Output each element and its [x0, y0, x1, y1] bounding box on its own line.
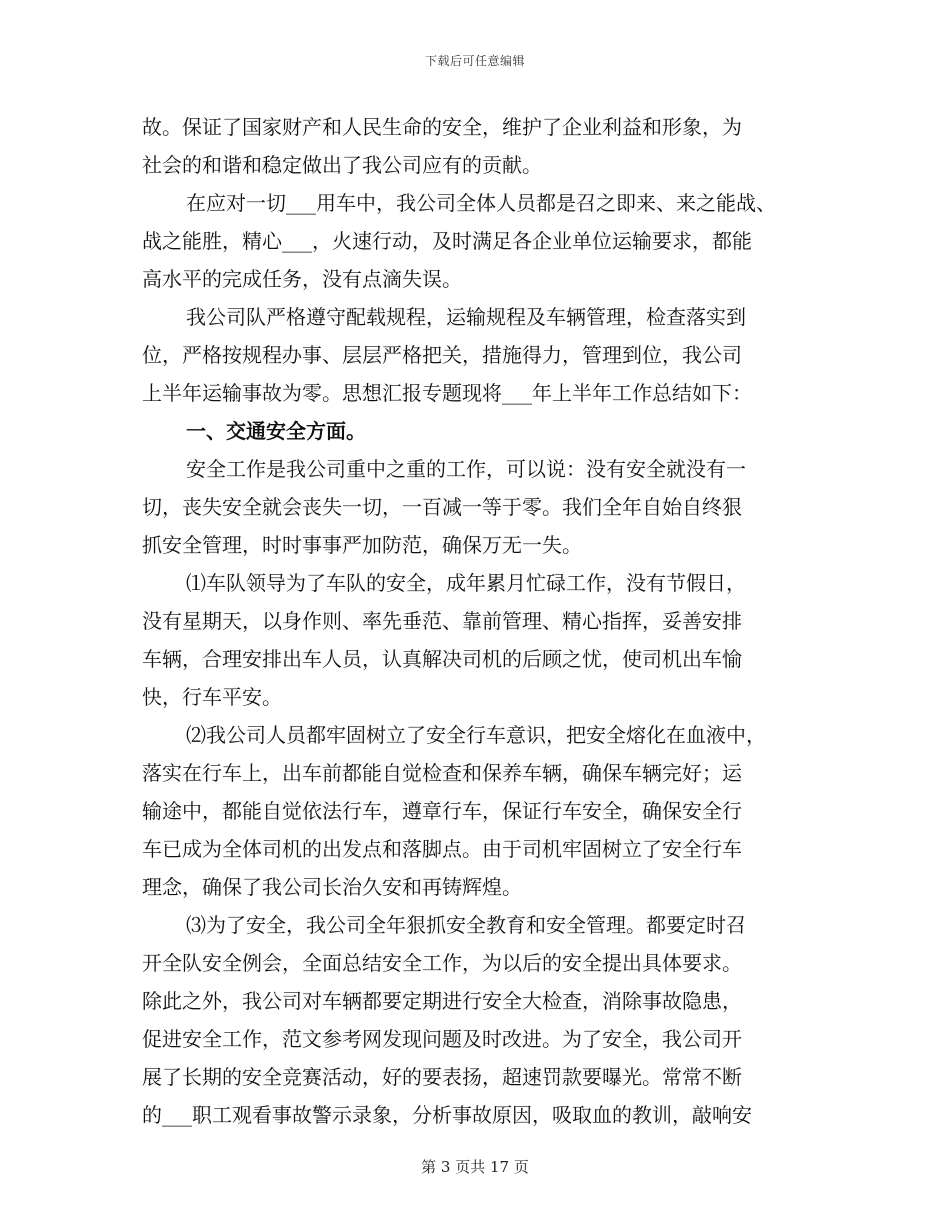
section-heading: 一、交通安全方面。	[186, 419, 366, 443]
text-line: 的___职工观看事故警示录象，分析事故原因，吸取血的教训，敲响安	[142, 1103, 752, 1127]
text-line: 理念，确保了我公司长治久安和再铸辉煌。	[142, 875, 522, 899]
text-line: 位，严格按规程办事、层层严格把关，措施得力，管理到位，我公司	[142, 343, 742, 367]
text-line: 上半年运输事故为零。思想汇报专题现将___年上半年工作总结如下：	[142, 381, 752, 405]
text-line: ⑶为了安全，我公司全年狠抓安全教育和安全管理。都要定时召	[186, 913, 746, 937]
text-line: 没有星期天，以身作则、率先垂范、靠前管理、精心指挥，妥善安排	[142, 609, 742, 633]
text-line: 快，行车平安。	[142, 685, 282, 709]
text-line: ⑵我公司人员都牢固树立了安全行车意识，把安全熔化在血液中，	[186, 723, 766, 747]
text-line: ⑴车队领导为了车队的安全，成年累月忙碌工作，没有节假日，	[186, 571, 746, 595]
text-line: 社会的和谐和稳定做出了我公司应有的贡献。	[142, 153, 542, 177]
text-line: 开全队安全例会，全面总结安全工作，为以后的安全提出具体要求。	[142, 951, 742, 975]
document-body	[142, 108, 822, 1134]
text-line: 车辆，合理安排出车人员，认真解决司机的后顾之忧，使司机出车愉	[142, 647, 742, 671]
text-line: 我公司队严格遵守配载规程，运输规程及车辆管理，检查落实到	[186, 305, 746, 329]
text-line: 除此之外，我公司对车辆都要定期进行安全大检查，消除事故隐患，	[142, 989, 742, 1013]
page-header: 下载后可任意编辑	[424, 54, 525, 68]
text-line: 落实在行车上，出车前都能自觉检查和保养车辆，确保车辆完好；运	[142, 761, 742, 785]
text-line: 战之能胜，精心___，火速行动，及时满足各企业单位运输要求，都能	[142, 229, 752, 253]
text-line: 车已成为全体司机的出发点和落脚点。由于司机牢固树立了安全行车	[142, 837, 742, 861]
text-line: 切，丧失安全就会丧失一切，一百减一等于零。我们全年自始自终狠	[142, 495, 742, 519]
text-line: 在应对一切___用车中，我公司全体人员都是召之即来、来之能战、	[186, 191, 776, 215]
text-line: 抓安全管理，时时事事严加防范，确保万无一失。	[142, 533, 582, 557]
page-number: 第 3 页共 17 页	[421, 1158, 529, 1176]
text-line: 高水平的完成任务，没有点滴失误。	[142, 267, 462, 291]
text-line: 安全工作是我公司重中之重的工作，可以说：没有安全就没有一	[186, 457, 746, 481]
text-line: 输途中，都能自觉依法行车，遵章行车，保证行车安全，确保安全行	[142, 799, 742, 823]
text-line: 展了长期的安全竞赛活动，好的要表扬，超速罚款要曝光。常常不断	[142, 1065, 742, 1089]
text-line: 故。保证了国家财产和人民生命的安全，维护了企业利益和形象，为	[142, 115, 742, 139]
text-line: 促进安全工作，范文参考网发现问题及时改进。为了安全，我公司开	[142, 1027, 742, 1051]
